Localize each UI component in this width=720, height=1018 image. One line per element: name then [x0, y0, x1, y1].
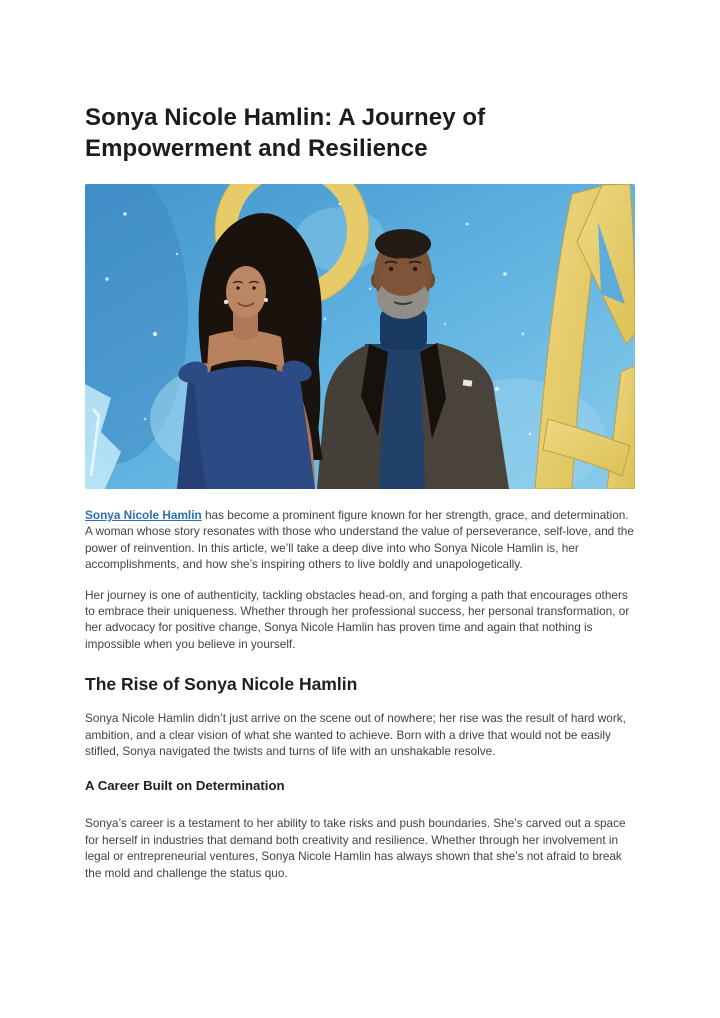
subject-link[interactable]: Sonya Nicole Hamlin [85, 508, 202, 522]
premiere-photo-illustration [85, 184, 635, 489]
page-title: Sonya Nicole Hamlin: A Journey of Empowerment and Resilience [85, 104, 486, 162]
intro-paragraph [85, 507, 637, 573]
section-heading-rise: The Rise of Sonya Nicole Hamlin [85, 674, 358, 695]
career-paragraph: Sonya’s career is a testament to her ability to take risks and push boundaries. She’s carved out a space for herself in industries that demand both creativity and resilience. Whether through her involvement in legal or entrepreneurial ventures, Sonya Nicole Hamlin has always shown that she’s not afraid to break the mold and challenge the status quo. [85, 816, 626, 880]
rise-paragraph: Sonya Nicole Hamlin didn’t just arrive on the scene out of nowhere; her rise was the result of hard work, ambition, and a clear vision of what she wanted to achieve. Born with a drive that would not be easily stifled, Sonya navigated the twists and turns of life with an unshakable resolve. [85, 711, 626, 759]
hero-image [85, 184, 635, 489]
sub-heading-career: A Career Built on Determination [85, 778, 285, 794]
second-paragraph: Her journey is one of authenticity, tackling obstacles head-on, and forging a path that encourages others to embrace their uniqueness. Whether through her professional success, her personal transformation, or her advocacy for positive change, Sonya Nicole Hamlin has proven time and again that nothing is impossible when you believe in yourself. [85, 587, 630, 651]
intro-paragraph-text: has become a prominent figure known for her strength, grace, and determination. A woman whose story resonates with those who understand the value of perseverance, self-love, and the power of reinvention. In this article, we’ll take a deep dive into who Sonya Nicole Hamlin is, her accomplishments, and how she’s inspiring others to live boldly and unapologetically. [85, 508, 634, 572]
